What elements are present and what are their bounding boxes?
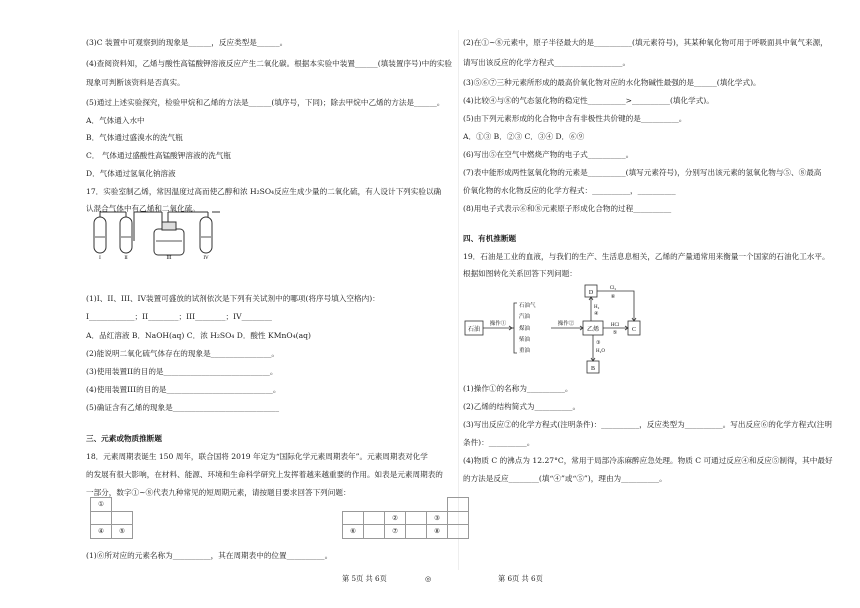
- table-cell: [91, 511, 112, 525]
- text-line: (2)能说明二氧化硫气体存在的现象是________________。: [86, 349, 280, 358]
- question-17-line: 认混合气体中有乙烯和二氧化硫。: [86, 204, 200, 213]
- table-cell: [406, 511, 427, 525]
- flow-node-oil: 石油: [467, 327, 481, 333]
- text-line: (1)操作①的名称为__________。: [463, 384, 573, 393]
- flow-label-op1: 操作①: [489, 321, 507, 327]
- text-line: (4)查阅资料知，乙烯与酸性高锰酸钾溶液反应产生二氧化碳。根据本实验中装置______(填装置序号)中的实验: [86, 59, 452, 68]
- table-cell: ③: [427, 511, 448, 525]
- flow-label-h2: H₂: [594, 305, 600, 310]
- table-cell: [364, 525, 385, 539]
- question-19-line: 根据如图转化关系回答下列问题：: [463, 269, 577, 278]
- table-cell: [448, 498, 469, 512]
- text-line: (4)物质 C 的沸点为 12.27°C，常用于局部冷冻麻醉应急处理。物质 C 可通过反应④和反应⑤制得，其中最好: [463, 456, 833, 465]
- conversion-flowchart: [463, 277, 663, 375]
- section-title: 四、有机推断题: [463, 234, 517, 243]
- option-line: A．①③ B．②③ C．③④ D．⑥⑨: [463, 132, 585, 141]
- flow-node-b: B: [590, 366, 596, 372]
- option-line: D．气体通过氢氧化钠溶液: [86, 169, 176, 178]
- table-cell: [343, 511, 364, 525]
- text-line: (2)乙烯的结构简式为__________。: [463, 402, 581, 411]
- flow-product: 煤油: [519, 326, 531, 332]
- apparatus-diagram: [90, 209, 230, 259]
- flow-label-r6: ⑥: [610, 295, 616, 300]
- text-line: 的方法是反应________(填“④”或“⑤”)，理由为__________。: [463, 474, 667, 483]
- flow-product: 石油气: [519, 303, 536, 309]
- page-number-right: 第 6页 共 6页: [498, 574, 543, 583]
- section-title: 三、元素或物质推断题: [86, 434, 162, 443]
- text-line: (3)写出反应②的化学方程式(注明条件)：__________，反应类型为__________。写出反应⑥的化学方程式(注明: [463, 420, 832, 429]
- question-18-line: 的发展有很大影响，在材料、能源、环境和生命科学研究上发挥着越来越重要的作用。如表是元素周期表的: [86, 470, 443, 479]
- text-line: 价氧化物的水化物反应的化学方程式：__________，__________: [463, 186, 676, 195]
- table-cell: [364, 511, 385, 525]
- question-18-line: 一部分，数字①~⑧代表九种常见的短周期元素，请按题目要求回答下列问题：: [86, 488, 351, 497]
- flow-label-r4: ④: [594, 312, 599, 317]
- page-number-left: 第 5页 共 6页: [342, 574, 387, 583]
- binding-mark: ◎: [425, 574, 432, 583]
- table-cell: ②: [385, 511, 406, 525]
- question-17-line: 17．实验室制乙烯，常因温度过高而使乙醇和浓 H₂SO₄反应生成少量的二氧化硫，有人设计下列实验以确: [86, 187, 442, 196]
- table-cell: ④: [91, 525, 112, 539]
- table-cell: [112, 511, 133, 525]
- text-line: (3)使用装置II的目的是____________________________。: [86, 367, 278, 376]
- text-line: (5)由下列元素形成的化合物中含有非极性共价键的是__________。: [463, 114, 687, 123]
- text-line: (5)确证含有乙烯的现象是____________________________: [86, 403, 280, 412]
- apparatus-label: II: [124, 256, 128, 259]
- table-cell: [448, 525, 469, 539]
- flow-product: 重油: [519, 348, 531, 354]
- periodic-table-fragment: [90, 497, 469, 539]
- apparatus-label: IV: [203, 256, 209, 259]
- column-divider: [458, 30, 459, 570]
- text-line: (2)在①~⑧元素中，原子半径最大的是__________(填元素符号)，其某种氧化物可用于呼吸面具中氧气来源，: [463, 38, 828, 47]
- apparatus-label: III: [166, 256, 172, 259]
- table-cell: ⑦: [385, 525, 406, 539]
- table-cell: ⑤: [112, 525, 133, 539]
- flow-label-h2o: H₂O: [596, 349, 605, 354]
- flow-product: 汽油: [519, 314, 531, 320]
- table-cell: [448, 511, 469, 525]
- flow-label-hcl: HCl: [610, 323, 620, 328]
- flow-label-op2: 操作②: [557, 321, 575, 327]
- option-line: B．气体通过盛溴水的洗气瓶: [86, 133, 183, 142]
- flow-label-r5: ⑤: [612, 331, 618, 336]
- text-line: (4)使用装置III的目的是____________________________。: [86, 385, 281, 394]
- text-line: A．品红溶液 B．NaOH(aq) C．浓 H₂SO₄ D．酸性 KMnO₄(aq): [86, 331, 311, 340]
- option-line: A．气体通入水中: [86, 116, 145, 125]
- flow-label-cl2: Cl₂: [609, 286, 617, 291]
- text-line: 请写出该反应的化学方程式__________________。: [463, 58, 631, 67]
- text-line: (1)I、II、III、IV装置可盛放的试剂依次是下列有关试剂中的哪项(将序号填入空格内)：: [86, 294, 380, 303]
- table-cell: ⑧: [427, 525, 448, 539]
- table-cell: ⑥: [343, 525, 364, 539]
- text-line: (5)通过上述实验探究，检验甲烷和乙烯的方法是______(填序号，下同)；除去甲烷中乙烯的方法是______。: [86, 98, 445, 107]
- flow-product: 柴油: [519, 337, 531, 343]
- flow-label-r3: ③: [596, 341, 601, 346]
- text-line: I____________；II________；III________；IV________: [86, 312, 272, 321]
- flow-node-c: C: [631, 327, 637, 333]
- text-line: (3)⑤⑥⑦三种元素所形成的最高价氧化物对应的水化物碱性最强的是______(填化学式)。: [463, 78, 761, 87]
- apparatus-label: I: [99, 256, 101, 259]
- question-18-line: 18．元素周期表诞生 150 周年，联合国将 2019 年定为“国际化学元素周期表年”。元素周期表对化学: [86, 452, 428, 461]
- text-line: (3)C 装置中可观察到的现象是______，反应类型是______。: [86, 38, 288, 47]
- text-line: (4)比较④与⑧的气态氢化物的稳定性__________>__________(填化学式)。: [463, 96, 714, 105]
- text-line: (6)写出⑤在空气中燃烧产物的电子式__________。: [463, 150, 634, 159]
- text-line: 条件)：__________。: [463, 438, 535, 447]
- flow-node-d: D: [588, 290, 594, 296]
- table-cell: ①: [91, 498, 112, 512]
- question-19-line: 19．石油是工业的血液，与我们的生产、生活息息相关，乙烯的产量通常用来衡量一个国家的石油化工水平。: [463, 252, 830, 261]
- text-line: 现象可判断该资料是否真实。: [86, 78, 185, 87]
- text-line: (8)用电子式表示⑥和⑧元素原子形成化合物的过程__________: [463, 204, 672, 213]
- text-line: (1)⑥所对应的元素名称为__________，其在周期表中的位置__________。: [86, 551, 333, 560]
- text-line: (7)表中能形成两性氢氧化物的元素是__________(填写元素符号)，分别写出该元素的氢氧化物与⑤、⑧最高: [463, 168, 822, 177]
- flow-node-ethylene: 乙烯: [586, 327, 600, 333]
- option-line: C． 气体通过盛酸性高锰酸钾溶液的洗气瓶: [86, 151, 231, 160]
- table-cell: [406, 525, 427, 539]
